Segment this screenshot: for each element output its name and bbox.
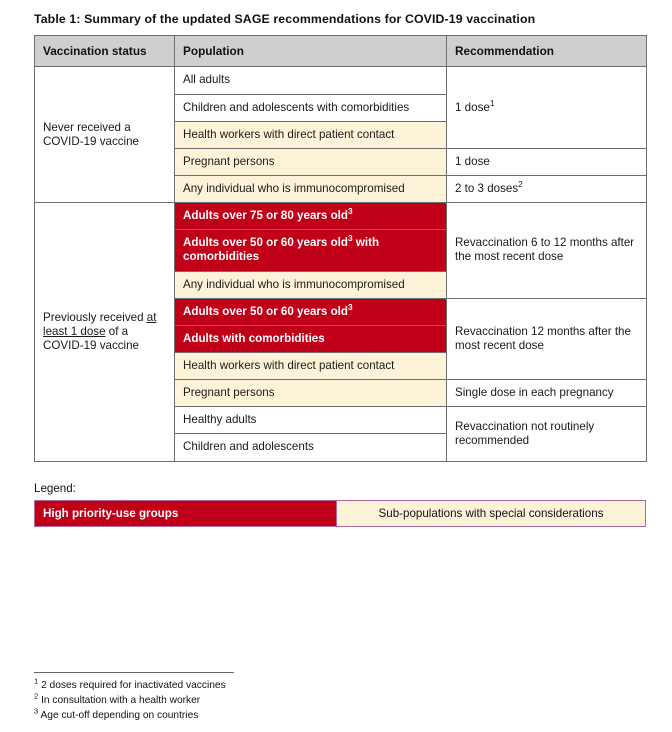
column-header-vaccination-status: Vaccination status — [35, 36, 175, 67]
recommendation-label: Revaccination 6 to 12 months after the most recent dose — [455, 236, 635, 264]
recommendation-cell — [447, 407, 647, 461]
footnote-marker: 3 — [347, 206, 353, 217]
recommendation-label: Revaccination 12 months after the most recent dose — [455, 324, 631, 352]
table-row — [35, 67, 647, 94]
recommendation-cell — [447, 175, 647, 202]
recommendation-cell — [447, 67, 647, 148]
population-label: Health workers with direct patient contact — [183, 358, 395, 372]
column-header-population: Population — [175, 36, 447, 67]
recommendation-cell — [447, 148, 647, 175]
population-cell-special — [175, 148, 447, 175]
population-label: Adults over 75 or 80 years old — [183, 209, 348, 223]
legend-bars — [34, 500, 646, 527]
footnote-text: 2 doses required for inactivated vaccines — [38, 680, 226, 691]
recommendation-cell — [447, 298, 647, 379]
population-label: Adults over 50 or 60 years old — [183, 236, 348, 250]
population-cell-special — [175, 175, 447, 202]
recommendation-label: 2 to 3 doses — [455, 181, 519, 195]
population-label: Healthy adults — [183, 413, 257, 427]
population-label: Pregnant persons — [183, 154, 275, 168]
population-cell — [175, 94, 447, 121]
table-row — [35, 203, 647, 230]
recommendation-label: Revaccination not routinely recommended — [455, 419, 595, 447]
footnote-1 — [34, 676, 594, 694]
population-cell — [175, 434, 447, 461]
population-cell-special — [175, 271, 447, 298]
population-cell-priority — [175, 203, 447, 230]
footnote-marker: 2 — [518, 179, 523, 190]
recommendation-cell — [447, 380, 647, 407]
population-label: Pregnant persons — [183, 386, 275, 400]
footnote-marker: 1 — [489, 97, 495, 108]
legend-item-special-considerations: Sub-populations with special considerations — [336, 501, 645, 526]
footnote-divider — [34, 672, 234, 673]
status-line-2: COVID-19 vaccine — [43, 134, 140, 148]
status-prefix: Previously received — [43, 310, 147, 324]
footnote-marker: 2 — [34, 691, 39, 701]
population-cell-priority — [175, 325, 447, 352]
population-cell — [175, 407, 447, 434]
status-cell-previously-received — [35, 203, 175, 461]
footnote-text: In consultation with a health worker — [38, 694, 201, 706]
population-label: All adults — [183, 73, 231, 87]
footnotes — [34, 672, 594, 723]
recommendation-label: Single dose in each pregnancy — [455, 386, 614, 400]
recommendation-label: 1 dose — [455, 100, 490, 114]
footnote-marker: 1 — [34, 676, 39, 686]
table-caption: Table 1: Summary of the updated SAGE recommendations for COVID-19 vaccination — [34, 12, 536, 26]
legend-title: Legend: — [34, 481, 76, 495]
footnote-marker: 3 — [347, 233, 353, 244]
footnote-text: Age cut-off depending on countries — [38, 709, 199, 721]
footnote-3 — [34, 706, 594, 724]
population-cell-priority — [175, 298, 447, 325]
population-cell-priority — [175, 230, 447, 271]
status-underlined: at least 1 dose — [43, 310, 157, 338]
recommendation-label: 1 dose — [455, 154, 490, 168]
population-label: Adults over 50 or 60 years old — [183, 304, 348, 318]
population-label-tail: with comorbidities — [183, 236, 380, 264]
status-line-1: Never received a — [43, 120, 131, 134]
population-cell-special — [175, 380, 447, 407]
status-cell-never-received — [35, 67, 175, 203]
population-label: Adults with comorbidities — [183, 331, 325, 345]
population-label: Health workers with direct patient contact — [183, 127, 395, 141]
footnote-marker: 3 — [34, 706, 39, 716]
population-cell-special — [175, 121, 447, 148]
population-label: Children and adolescents — [183, 440, 314, 454]
population-label: Any individual who is immunocompromised — [183, 277, 405, 291]
population-cell — [175, 67, 447, 94]
population-label: Any individual who is immunocompromised — [183, 181, 405, 195]
table-header-row — [35, 36, 647, 67]
population-cell-special — [175, 352, 447, 379]
legend — [34, 482, 646, 527]
legend-item-high-priority: High priority-use groups — [35, 501, 336, 526]
population-label: Children and adolescents with comorbidities — [183, 100, 410, 114]
column-header-recommendation: Recommendation — [447, 36, 647, 67]
recommendation-cell — [447, 203, 647, 299]
footnote-marker: 3 — [347, 301, 353, 312]
footnote-2 — [34, 691, 594, 709]
sage-recommendations-table — [34, 35, 647, 462]
status-suffix: of a COVID-19 vaccine — [43, 324, 140, 352]
